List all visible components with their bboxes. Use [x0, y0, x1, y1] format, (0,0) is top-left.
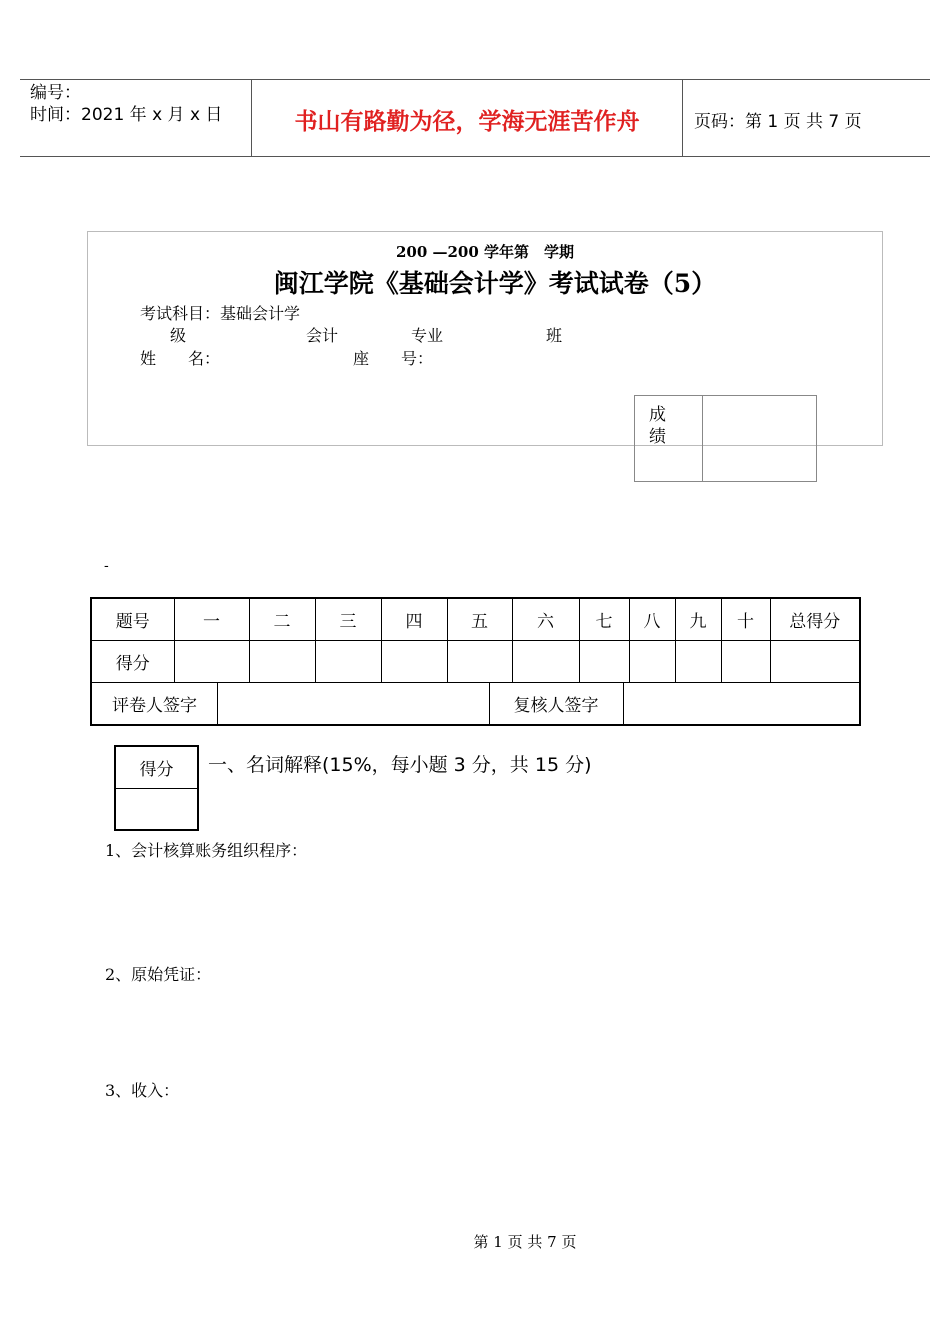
grade-box	[634, 395, 817, 482]
grader-signature-cell[interactable]	[217, 683, 490, 724]
score-cell[interactable]	[249, 641, 315, 683]
time-label: 时间：2021 年 x 月 x 日	[30, 105, 223, 125]
exam-title: 闽江学院《基础会计学》考试试卷（5）	[273, 269, 717, 298]
exam-subject: 考试科目：基础会计学	[140, 304, 301, 323]
header-divider-right	[682, 79, 683, 156]
section1-score-divider	[116, 788, 197, 789]
dash-mark: -	[104, 558, 109, 574]
score-cell[interactable]	[447, 641, 512, 683]
reviewer-label: 复核人签字	[489, 683, 624, 724]
col-9: 九	[675, 598, 721, 641]
header-top-rule	[20, 79, 930, 80]
question-2: 2、原始凭证：	[105, 965, 212, 984]
col-8: 八	[629, 598, 675, 641]
class-major-label: 专业	[411, 326, 444, 345]
score-row-label: 得分	[91, 641, 174, 683]
question-number-header: 题号	[91, 598, 174, 641]
grader-label: 评卷人签字	[92, 683, 218, 724]
col-4: 四	[381, 598, 447, 641]
question-1: 1、会计核算账务组织程序：	[105, 841, 308, 860]
score-table-header-row	[91, 598, 860, 641]
page-footer: 第 1 页 共 7 页	[473, 1233, 577, 1251]
col-3: 三	[315, 598, 381, 641]
score-cell[interactable]	[579, 641, 629, 683]
col-1: 一	[174, 598, 249, 641]
score-cell[interactable]	[512, 641, 579, 683]
grade-box-divider	[702, 396, 703, 481]
header-motto: 书山有路勤为径，学海无涯苦作舟	[294, 109, 640, 135]
class-major: 会计	[306, 326, 339, 345]
score-cell[interactable]	[315, 641, 381, 683]
serial-label: 编号：	[30, 83, 81, 103]
score-cell[interactable]	[629, 641, 675, 683]
score-cell[interactable]	[721, 641, 770, 683]
score-cell[interactable]	[174, 641, 249, 683]
section1-score-label: 得分	[139, 760, 174, 780]
header-page-number: 页码：第 1 页 共 7 页	[694, 112, 862, 132]
section1-title: 一、名词解释(15%，每小题 3 分，共 15 分)	[208, 754, 592, 776]
question-3: 3、收入：	[105, 1081, 180, 1100]
total-score-cell[interactable]	[770, 641, 860, 683]
section1-score-box	[114, 745, 199, 831]
score-table	[90, 597, 861, 726]
score-table-signature-row	[91, 683, 860, 726]
col-10: 十	[721, 598, 770, 641]
col-5: 五	[447, 598, 512, 641]
header-bottom-rule	[20, 156, 930, 157]
score-cell[interactable]	[381, 641, 447, 683]
seat-label: 座 号：	[353, 349, 434, 368]
exam-term: 200 —200 学年第 学期	[395, 243, 575, 261]
reviewer-signature-cell[interactable]	[623, 683, 859, 724]
class-grade: 级	[170, 326, 187, 345]
total-score-header: 总得分	[770, 598, 860, 641]
class-ban: 班	[546, 326, 563, 345]
col-6: 六	[512, 598, 579, 641]
grade-label: 成绩	[649, 405, 666, 447]
col-7: 七	[579, 598, 629, 641]
name-label: 姓 名：	[140, 349, 221, 368]
header-meta	[30, 82, 222, 126]
score-table-score-row	[91, 641, 860, 683]
col-2: 二	[249, 598, 315, 641]
score-cell[interactable]	[675, 641, 721, 683]
